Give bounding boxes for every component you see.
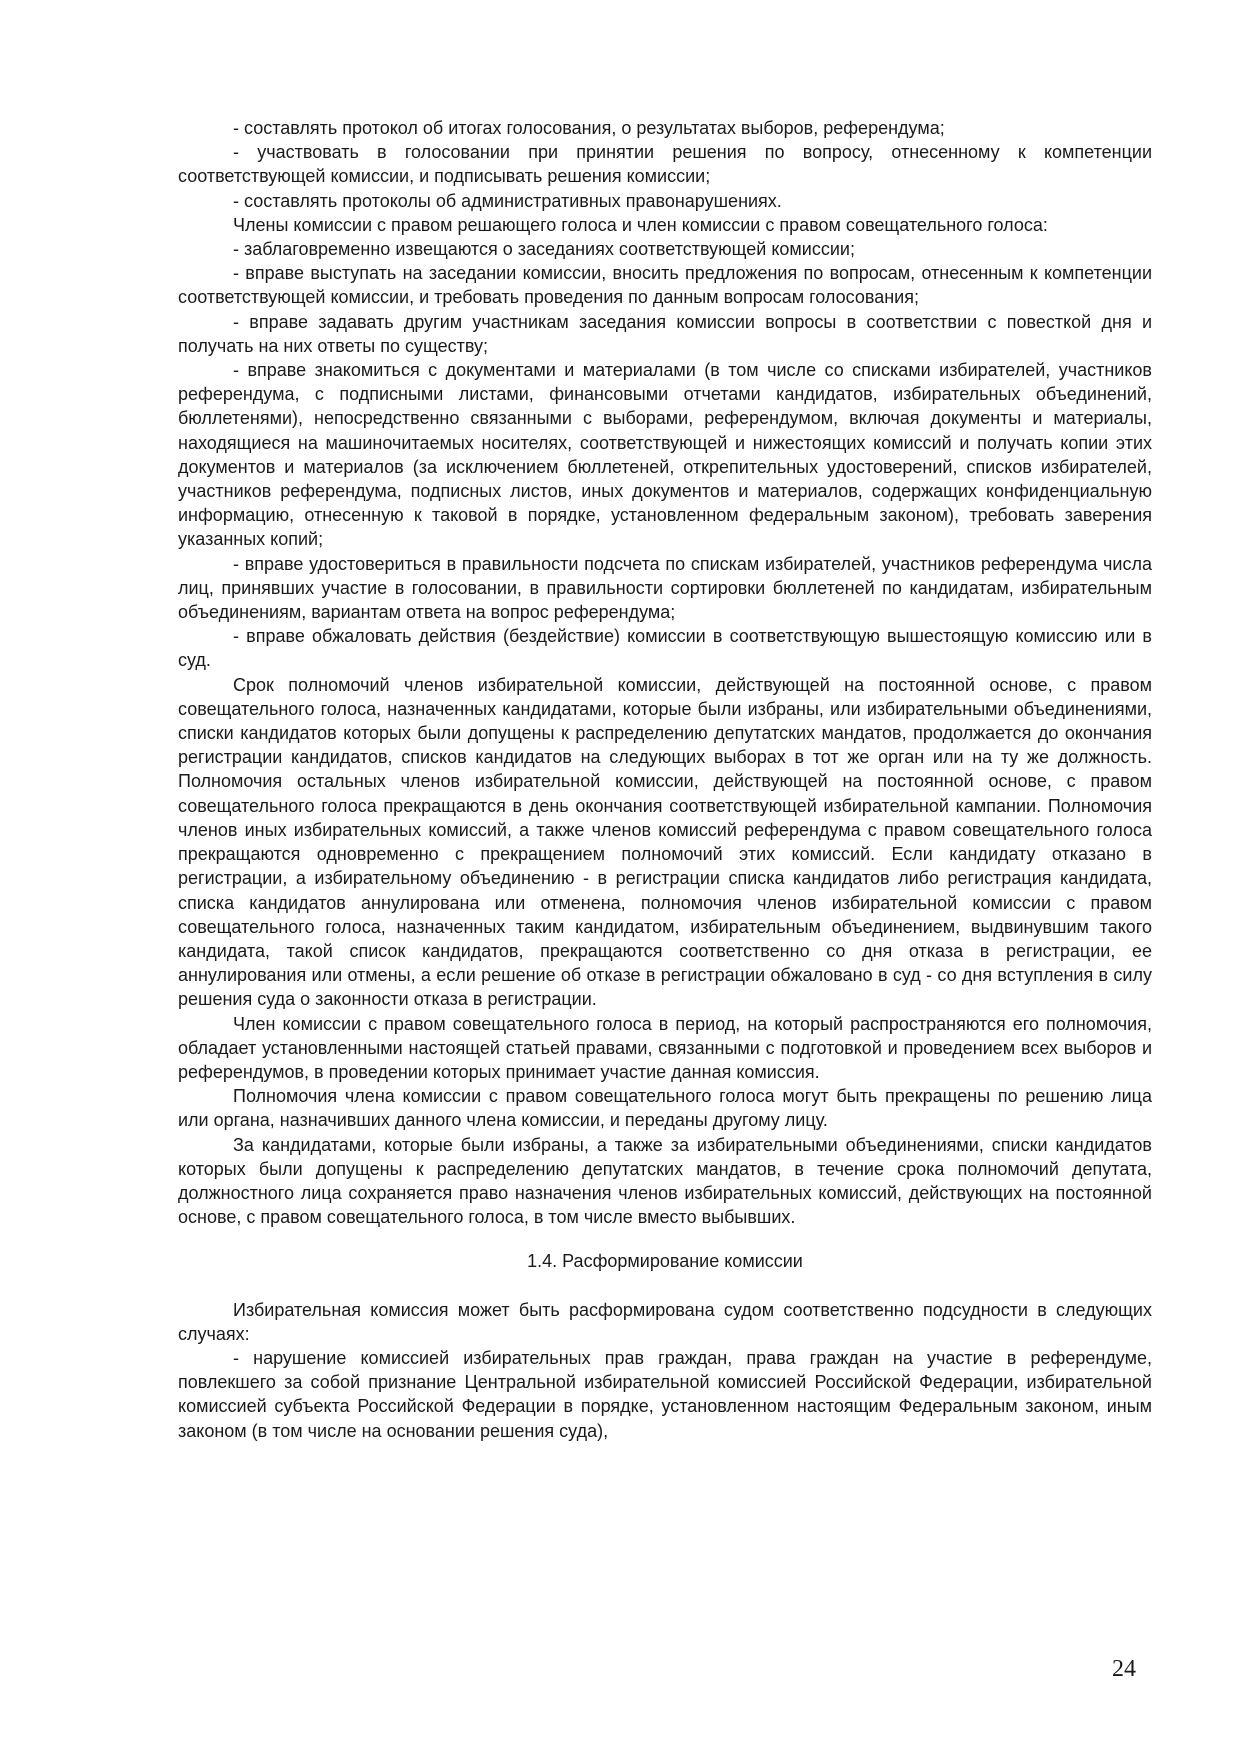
- section-heading: 1.4. Расформирование комиссии: [527, 1251, 803, 1272]
- paragraph: За кандидатами, которые были избраны, а также за избирательными объединениями, списки кандидатов которых были допущены к распределению депутатских мандатов, в течение срока полномочий депутата, должностного лица сохраняется право назначения членов избирательных комиссий, действующих на постоянной основе, с правом совещательного голоса, в том числе вместо выбывших.: [178, 1134, 1152, 1228]
- paragraph: - составлять протокол об итогах голосования, о результатах выборов, референдума;: [233, 118, 945, 138]
- paragraph: - вправе выступать на заседании комиссии, вносить предложения по вопросам, отнесенным к компетенции соответствующей комиссии, и требовать проведения по данным вопросам голосования;: [178, 263, 1152, 308]
- paragraph: Срок полномочий членов избирательной комиссии, действующей на постоянной основе, с правом совещательного голоса, назначенных кандидатами, которые были избраны, или избирательными объединениями, списки кандидатов которых были допущены к распределению депутатских мандатов, продолжается до окончания регистрации кандидатов, списков кандидатов на следующих выборах в тот же орган или на ту же должность. Полномочия остальных членов избирательной комиссии, действующей на постоянной основе, с правом совещательного голоса прекращаются в день окончания соответствующей избирательной кампании. Полномочия членов иных избирательных комиссий, а также членов комиссий референдума с правом совещательного голоса прекращаются одновременно с прекращением полномочий этих комиссий. Если кандидату отказано в регистрации, а избирательному объединению - в регистрации списка кандидатов либо регистрация кандидата, списка кандидатов аннулирована или отменена, полномочия членов избирательной комиссии с правом совещательного голоса, назначенных таким кандидатом, избирательным объединением, выдвинувшим такого кандидата, такой список кандидатов, прекращаются соответственно со дня отказа в регистрации, ее аннулирования или отмены, а если решение об отказе в регистрации обжаловано в суд - со дня вступления в силу решения суда о законности отказа в регистрации.: [178, 674, 1152, 1010]
- paragraph: Члены комиссии с правом решающего голоса и член комиссии с правом совещательного голоса:: [233, 214, 1048, 235]
- paragraph: Избирательная комиссия может быть расформирована судом соответственно подсудности в следующих случаях:: [178, 1299, 1152, 1344]
- paragraph: - вправе обжаловать действия (бездействие) комиссии в соответствующую вышестоящую комиссию или в суд.: [178, 626, 1152, 671]
- page-body: [178, 116, 1152, 1443]
- paragraph: - вправе удостовериться в правильности подсчета по спискам избирателей, участников референдума числа лиц, принявших участие в голосовании, в правильности сортировки бюллетеней по кандидатам, избирательным объединениям, вариантам ответа на вопрос референдума;: [178, 553, 1152, 623]
- paragraph: - вправе задавать другим участникам заседания комиссии вопросы в соответствии с повесткой дня и получать на них ответы по существу;: [178, 311, 1152, 356]
- paragraph: - вправе знакомиться с документами и материалами (в том числе со списками избирателей, участников референдума, с подписными листами, финансовыми отчетами кандидатов, избирательных объединений, бюллетенями), непосредственно связанными с выборами, референдумом, включая документы и материалы, находящиеся на машиночитаемых носителях, соответствующей и нижестоящих комиссий и получать копии этих документов и материалов (за исключением бюллетеней, открепительных удостоверений, списков избирателей, участников референдума, подписных листов, иных документов и материалов, содержащих конфиденциальную информацию, отнесенную к таковой в порядке, установленном федеральным законом), требовать заверения указанных копий;: [178, 360, 1152, 550]
- page-number: 24: [1112, 1656, 1136, 1682]
- paragraph: Полномочия члена комиссии с правом совещательного голоса могут быть прекращены по решению лица или органа, назначивших данного члена комиссии, и переданы другому лицу.: [178, 1086, 1152, 1131]
- paragraph: - нарушение комиссией избирательных прав граждан, права граждан на участие в референдуме, повлекшего за собой признание Центральной избирательной комиссией Российской Федерации, избирательной комиссией субъекта Российской Федерации в порядке, установленном настоящим Федеральным законом, иным законом (в том числе на основании решения суда),: [178, 1347, 1152, 1441]
- paragraph: Член комиссии с правом совещательного голоса в период, на который распространяются его полномочия, обладает установленными настоящей статьей правами, связанными с подготовкой и проведением всех выборов и референдумов, в проведении которых принимает участие данная комиссия.: [178, 1013, 1152, 1082]
- paragraph: - заблаговременно извещаются о заседаниях соответствующей комиссии;: [233, 239, 855, 260]
- paragraph: - участвовать в голосовании при принятии решения по вопросу, отнесенному к компетенции соответствующей комиссии, и подписывать решения комиссии;: [178, 142, 1152, 187]
- paragraph: - составлять протоколы об административных правонарушениях.: [233, 190, 782, 211]
